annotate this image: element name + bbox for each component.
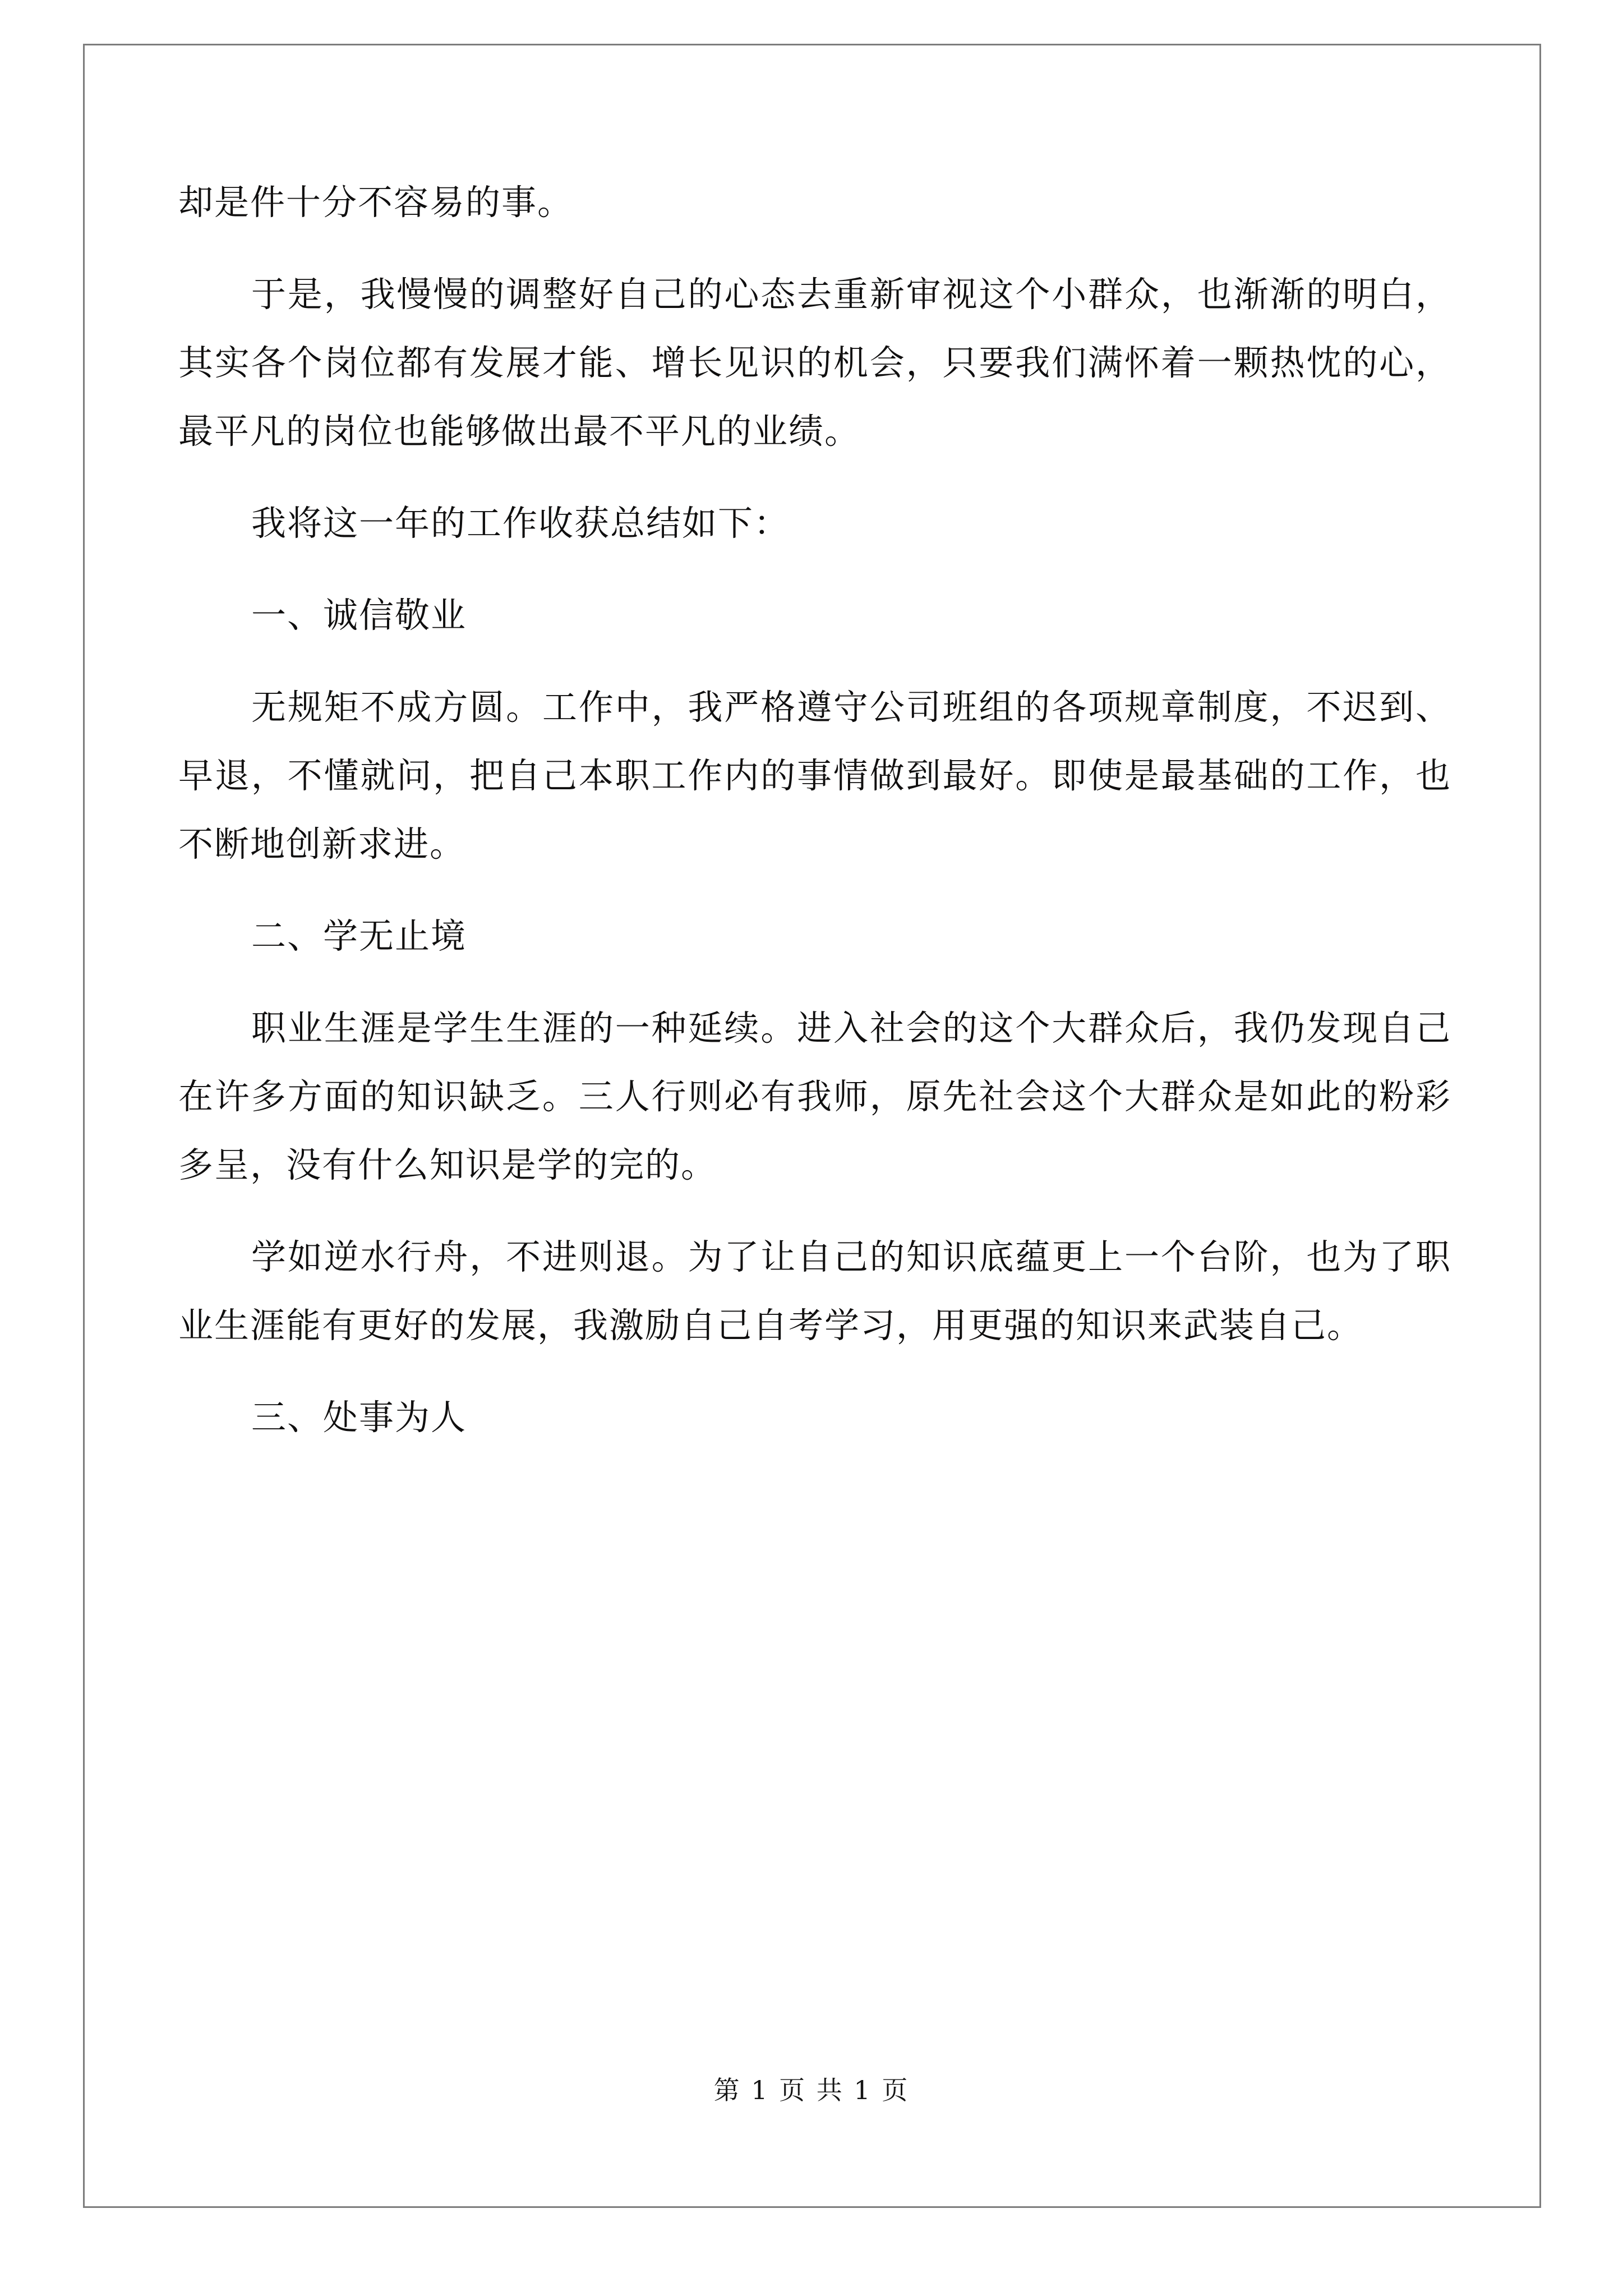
paragraph: 我将这一年的工作收获总结如下： [251,503,790,544]
paragraph: 却是件十分不容易的事。 [178,182,574,223]
section-heading: 一、诚信敬业 [251,595,467,636]
paragraph: 于是，我慢慢的调整好自己的心态去重新审视这个小群众，也渐渐的明白，其实各个岗位都有发展才能、增长见识的机会，只要我们满怀着一颗热忱的心，最平凡的岗位也能够做出最不平凡的业绩。 [178,274,1451,452]
document-body [178,168,1451,1452]
paragraph: 职业生涯是学生生涯的一种延续。进入社会的这个大群众后，我仍发现自己在许多方面的知识缺乏。三人行则必有我师，原先社会这个大群众是如此的粉彩多呈，没有什么知识是学的完的。 [178,1007,1451,1185]
paragraph: 学如逆水行舟，不进则退。为了让自己的知识底蕴更上一个台阶，也为了职业生涯能有更好的发展，我激励自己自考学习，用更强的知识来武装自己。 [178,1236,1451,1346]
section-heading: 二、学无止境 [251,915,467,956]
section-heading: 三、处事为人 [251,1397,467,1438]
paragraph: 无规矩不成方圆。工作中，我严格遵守公司班组的各项规章制度，不迟到、早退，不懂就问，把自己本职工作内的事情做到最好。即使是最基础的工作，也不断地创新求进。 [178,687,1451,864]
page-footer: 第 1 页 共 1 页 [713,2075,910,2105]
